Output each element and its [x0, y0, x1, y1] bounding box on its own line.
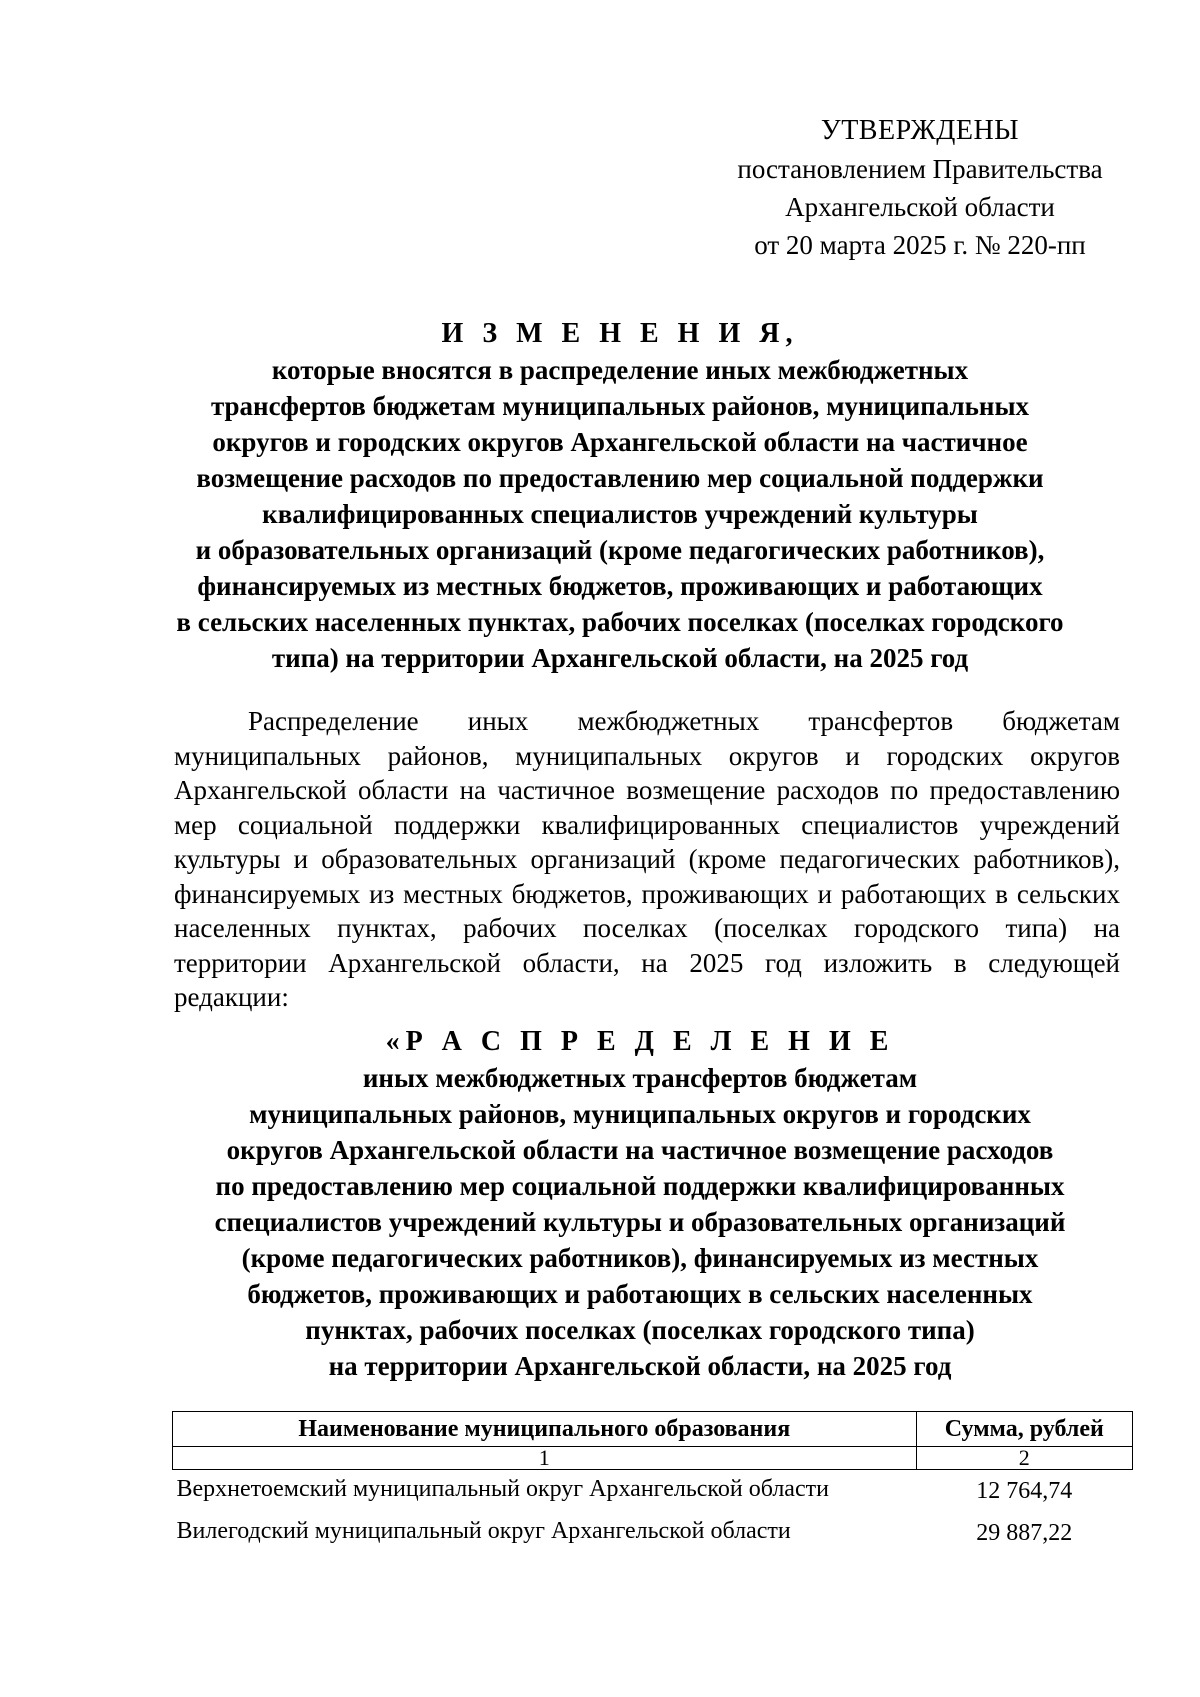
distribution-heading — [170, 1024, 1110, 1384]
changes-title: И З М Е Н Е Н И Я, — [441, 318, 799, 349]
approval-block — [700, 112, 1140, 264]
heading-line: специалистов учреждений культуры и образовательных организаций — [214, 1207, 1066, 1237]
distribution-table — [172, 1411, 1133, 1554]
approval-line: Архангельской области — [785, 192, 1055, 222]
heading-line: по предоставлению мер социальной поддержки квалифицированных — [215, 1171, 1065, 1201]
column-header-name: Наименование муниципального образования — [173, 1412, 917, 1447]
table-row — [173, 1470, 1133, 1513]
heading-line: округов Архангельской области на частичное возмещение расходов — [226, 1135, 1054, 1165]
heading-line: (кроме педагогических работников), финансируемых из местных — [241, 1243, 1039, 1273]
heading-line: муниципальных районов, муниципальных округов и городских — [249, 1099, 1031, 1129]
table-number-row — [173, 1447, 1133, 1470]
heading-line: которые вносятся в распределение иных межбюджетных — [271, 355, 969, 385]
column-number: 1 — [173, 1447, 917, 1470]
heading-line: квалифицированных специалистов учреждений культуры — [262, 499, 978, 529]
municipality-name: Вилегодский муниципальный округ Архангельской области — [176, 1518, 791, 1544]
distribution-title: «Р А С П Р Е Д Е Л Е Н И Е — [385, 1026, 895, 1057]
municipality-sum: 12 764,74 — [976, 1478, 1073, 1504]
approval-line: постановлением Правительства — [737, 154, 1103, 184]
column-number: 2 — [916, 1447, 1132, 1470]
heading-line: пунктах, рабочих поселках (поселках городского типа) — [305, 1315, 975, 1345]
heading-line: и образовательных организаций (кроме педагогических работников), — [195, 535, 1045, 565]
municipality-sum: 29 887,22 — [976, 1520, 1073, 1546]
column-header-sum: Сумма, рублей — [916, 1412, 1132, 1447]
heading-line: возмещение расходов по предоставлению мер социальной поддержки — [196, 463, 1044, 493]
heading-line: бюджетов, проживающих и работающих в сельских населенных — [247, 1279, 1033, 1309]
heading-line: финансируемых из местных бюджетов, проживающих и работающих — [197, 571, 1043, 601]
heading-line: трансфертов бюджетам муниципальных районов, муниципальных — [210, 391, 1030, 421]
approval-date-number: от 20 марта 2025 г. № 220-пп — [754, 230, 1086, 260]
heading-line: на территории Архангельской области, на 2025 год — [328, 1351, 952, 1381]
table-row — [173, 1512, 1133, 1554]
heading-line: иных межбюджетных трансфертов бюджетам — [362, 1063, 918, 1093]
body-paragraph: Распределение иных межбюджетных трансфертов бюджетам муниципальных районов, муниципальных округов и городских округов Архангельской области на частичное возмещение расходов по предоставлению мер социальной поддержки квалифицированных специалистов учреждений культуры и образовательных организаций (кроме педагогических работников), финансируемых из местных бюджетов, проживающих и работающих в сельских населенных пунктах, рабочих поселках (поселках городского типа) на территории Архангельской области, на 2025 год изложить в следующей редакции: — [174, 706, 1120, 1012]
heading-line: типа) на территории Архангельской области, на 2025 год — [271, 643, 969, 673]
changes-heading — [150, 316, 1090, 676]
municipality-name: Верхнетоемский муниципальный округ Архангельской области — [176, 1476, 829, 1502]
table-header-row — [173, 1412, 1133, 1447]
approval-title: УТВЕРЖДЕНЫ — [820, 115, 1020, 146]
heading-line: в сельских населенных пунктах, рабочих поселках (поселках городского — [176, 607, 1064, 637]
heading-line: округов и городских округов Архангельской области на частичное — [212, 427, 1028, 457]
